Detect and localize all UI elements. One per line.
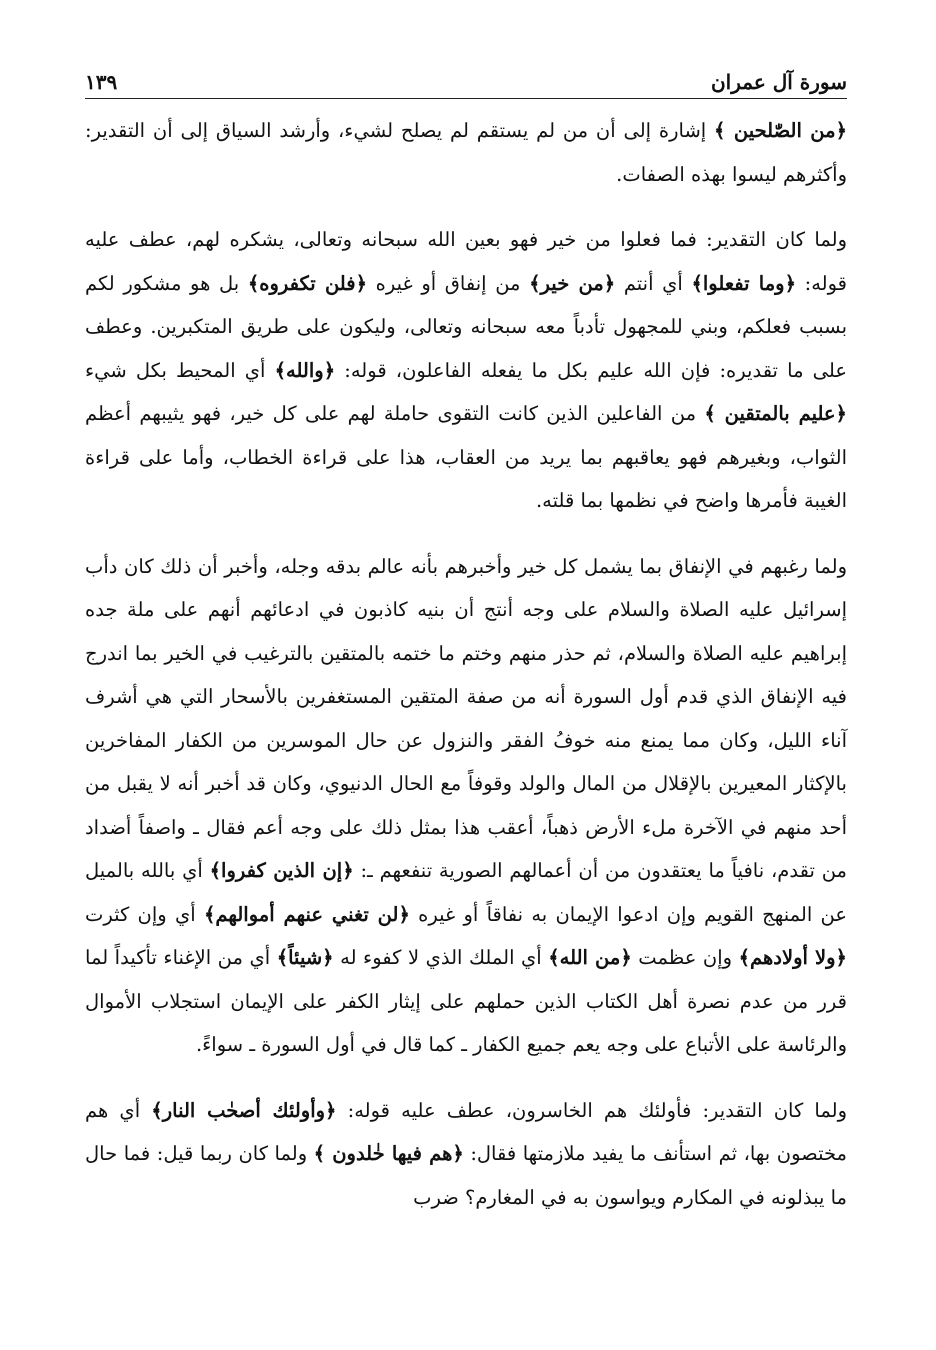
commentary-text: إشارة إلى أن من لم يستقم لم يصلح لشيء، وأرشد السياق إلى أن التقدير: وأكثرهم ليسوا بهذه الصفات.	[85, 119, 847, 186]
quran-quote: ﴿إن الذين كفروا﴾	[209, 859, 354, 882]
paragraph-2	[85, 218, 847, 523]
quran-quote: ﴿وما تفعلوا﴾	[691, 271, 796, 295]
commentary-text: أي بالله بالميل عن المنهج القويم وإن ادعوا الإيمان به نفاقاً أو غيره	[85, 859, 847, 926]
paragraph-3	[85, 545, 847, 1067]
quran-quote: ﴿هم فيها خٰلدون ﴾	[313, 1142, 464, 1165]
commentary-text: وإن عظمت	[631, 946, 739, 969]
page-header	[85, 58, 847, 99]
commentary-text: من الفاعلين الذين كانت التقوى حاملة لهم على كل خير، فهو يثيبهم أعظم الثواب، وبغيرهم فهو يعاقبهم بما يريد من العقاب، هذا على قراءة الخطاب، وأما على قراءة الغيبة فأمرها واضح في نظمها بما قلته.	[85, 402, 847, 512]
quran-quote: ﴿وأولئك أصحٰب النار﴾	[151, 1098, 337, 1122]
page-number: ١٣٩	[85, 70, 118, 94]
quran-quote: ﴿شيئاً﴾	[276, 946, 334, 969]
quran-quote: ﴿لن تغني عنهم أموالهم﴾	[203, 902, 410, 926]
commentary-text: ولما رغبهم في الإنفاق بما يشمل كل خير وأخبرهم بأنه عالم بدقه وجله، وأخبر أن ذلك كان دأب إسرائيل عليه الصلاة والسلام على وجه أنتج أن بنيه كاذبون في ادعائهم أنهم على ملة جده إبراهيم عليه الصلاة والسلام، ثم حذر منهم وختم ما ختمه بالمتقين بالترغيب في الخير بما اندرج فيه الإنفاق الذي قدم أول السورة أنه من صفة المتقين المستغفرين بالأسحار التي هي أشرف آناء الليل، وكان مما يمنع منه خوفُ الفقر والنزول عن حال الموسرين من الكفار المفاخرين بالإكثار المعيرين بالإقلال من المال والولد وقوفاً مع الحال الدنيوي، وكان قد أخبر أنه لا يقبل من أحد منهم في الآخرة ملء الأرض ذهباً، أعقب هذا بمثل ذلك على وجه أعم فقال ـ واصفاً أضداد من تقدم، نافياً ما يعتقدون من أن أعمالهم الصورية تنفعهم ـ:	[85, 554, 847, 882]
quran-quote: ﴿فلن تكفروه﴾	[247, 271, 368, 295]
commentary-text: من إنفاق أو غيره	[367, 271, 530, 295]
quran-quote: ﴿عليم بالمتقين ﴾	[704, 402, 847, 425]
commentary-text: بل هو مشكور لكم بسبب فعلكم، وبني للمجهول تأدباً معه سبحانه وتعالى، وليكون على طريق المتكبرين. وعطف على ما تقديره: فإن الله عليم بكل ما يفعله الفاعلون، قوله:	[85, 271, 847, 382]
quran-quote: ﴿من الصّٰلحين ﴾	[714, 119, 847, 142]
commentary-text: أي هم مختصون بها، ثم استأنف ما يفيد ملازمتها فقال:	[85, 1098, 847, 1165]
commentary-text: أي الملك الذي لا كفوء له	[333, 946, 549, 969]
quran-quote: ﴿ولا أولادهم﴾	[738, 946, 847, 969]
commentary-text: ولما كان التقدير: فما فعلوا من خير فهو بعين الله سبحانه وتعالى، يشكره لهم، عطف عليه قوله:	[85, 228, 847, 295]
commentary-text: أي أنتم	[615, 271, 692, 295]
paragraph-1	[85, 109, 847, 196]
commentary-text: أي المحيط بكل شيء	[85, 358, 275, 382]
quran-quote: ﴿والله﴾	[274, 358, 336, 382]
page-body	[85, 109, 847, 1219]
quran-quote: ﴿من الله﴾	[548, 946, 632, 969]
commentary-text: ولما كان ربما قيل: فما حال ما يبذلونه في المكارم ويواسون به في المغارم؟ ضرب	[85, 1142, 847, 1209]
commentary-text: أي وإن كثرت	[85, 902, 204, 926]
commentary-text: أي من الإغناء تأكيداً لما قرر من عدم نصرة أهل الكتاب الذين حملهم على إيثار الكفر على الإيمان استجلاب الأموال والرئاسة على الأتباع على وجه يعم جميع الكفار ـ كما قال في أول السورة ـ سواءً.	[85, 946, 847, 1056]
paragraph-4	[85, 1089, 847, 1220]
book-page	[85, 58, 847, 1338]
commentary-text: ولما كان التقدير: فأولئك هم الخاسرون، عطف عليه قوله:	[336, 1098, 847, 1122]
surah-title: سورة آل عمران	[710, 70, 847, 94]
quran-quote: ﴿من خير﴾	[529, 271, 616, 295]
